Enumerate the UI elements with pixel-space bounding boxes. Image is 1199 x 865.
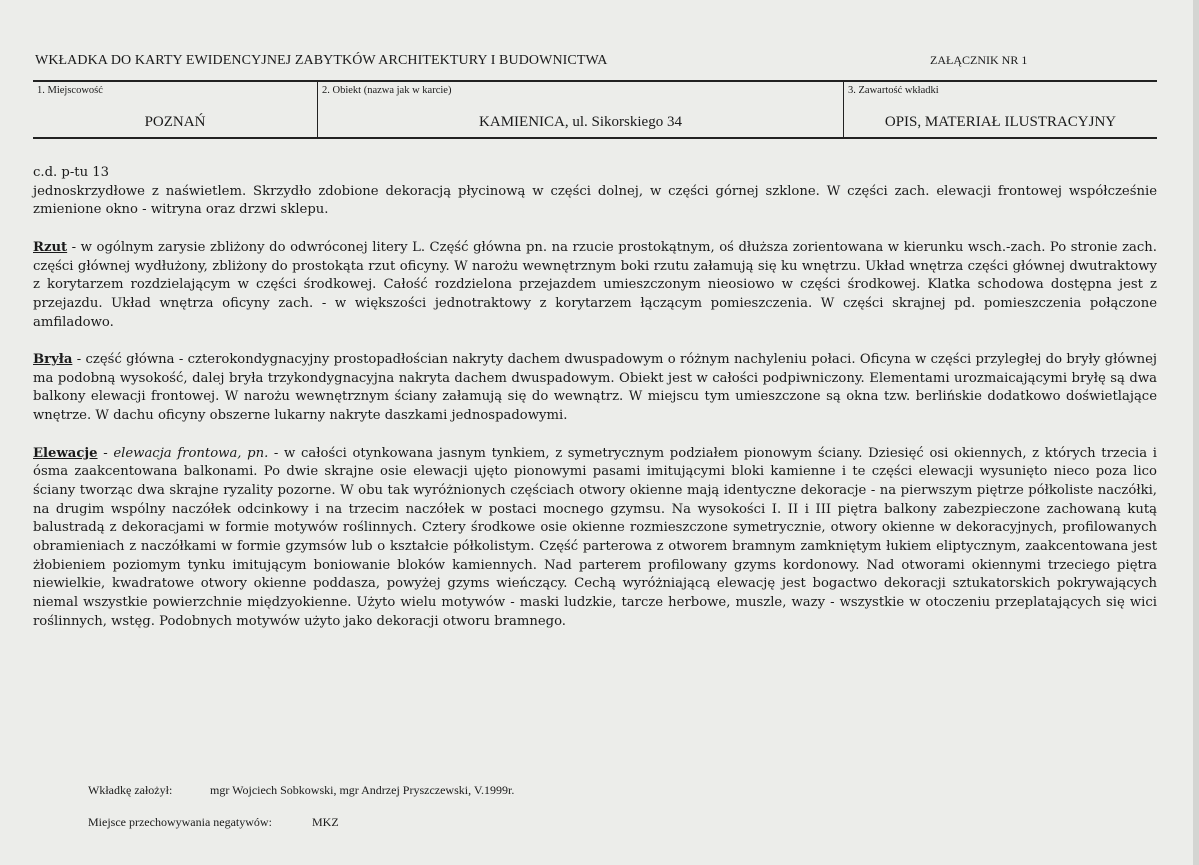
place-value: POZNAŃ	[144, 114, 206, 130]
bryla-text: - część główna - czterokondygnacyjny prostopadłościan nakryty dachem dwuspadowym o różnym nachyleniu połaci. Oficyna w części przyległej do bryły głównej ma podobną wysokość, dalej bryła trzykondygnacyjna nakryta dachem dwuspadowym. Obiekt jest w całości podpiwniczony. Elementami urozmaicającymi bryłę są dwa balkony elewacji frontowej. W narożu wewnętrznym ściany załamują się do wewnątrz. W miejscu tym umieszczone są okna tzw. berlińskie dodatkowo doświetlające wnętrze. W dachu oficyny obszerne lukarny nakryte daszkami jednospadowymi.	[33, 352, 1157, 424]
rzut-text: - w ogólnym zarysie zbliżony do odwróconej litery L. Część główna pn. na rzucie prostokątnym, oś dłuższa zorientowana w kierunku wsch.-zach. Po stronie zach. części głównej wydłużony, zbliżony do prostokąta rzut oficyny. W narożu wewnętrznym boki rzutu załamują się ku wnętrzu. Układ wnętrza części głównej dwutraktowy z korytarzem rozdzielającym w części środkowej. Całość rozdzielona przejazdem umieszczonym nieosiowo w części środkowej. Klatka schodowa dostępna jest z przejazdu. Układ wnętrza oficyny zach. - w większości jednotraktowy z korytarzem łączącym pomieszczenia. W części skrajnej pd. pomieszczenia połączone amfiladowo.	[33, 239, 1157, 330]
elewacje-text: - w całości otynkowana jasnym tynkiem, z symetrycznym podziałem pionowym ściany. Dziesięć osi okiennych, z których trzecia i ósma zaakcentowana balkonami. Po dwie skrajne osie elewacji ujęto pionowymi pasami imitującymi bloki kamienne i te części elewacji wysunięto nieco poza lico ściany tworząc dwa skrajne ryzality pozorne. W obu tak wyróżnionych częściach otwory okienne mają identyczne dekoracje - na pierwszym piętrze półkoliste naczółki, na drugim wspólny naczółek odcinkowy i na trzecim naczółek w postaci mocnego gzymsu. Na wysokości I. II i III piętra balkony zabezpieczone zachowaną kutą balustradą z dekoracjami w formie motywów roślinnych. Cztery środkowe osie okienne rozmieszczone symetrycznie, otwory okienne w dekoracyjnych, profilowanych obramieniach z naczółkami w formie gzymsów lub o kształcie półkolistym. Część parterowa z otworem bramnym zamkniętym łukiem eliptycznym, zaakcentowana jest żłobieniem poziomym tynku imitującym boniowanie bloków kamiennych. Nad parterem profilowany gzyms kordonowy. Nad otworami okiennymi trzeciego piętra niewielkie, kwadratowe otwory okienne poddasza, powyżej gzyms wieńczący. Cechą wyróżniającą elewację jest bogactwo dekoracji sztukatorskich pokrywających niemal wszystkie powierzchnie międzyokienne. Użyto wielu motywów - maski ludzkie, tarcze herbowe, muszle, wazy - wszystkie w otoczeniu przeplatających się wici roślinnych, wstęg. Podobnych motywów użyto jako dekoracji otworu bramnego.	[33, 445, 1157, 629]
storage-label: Miejsce przechowywania negatywów:	[88, 815, 272, 829]
annex-number: ZAŁĄCZNIK NR 1	[930, 53, 1028, 67]
intro-paragraph: jednoskrzydłowe z naświetlem. Skrzydło zdobione dekoracją płycinową w części dolnej, w części górnej szklone. W części zach. elewacji frontowej współcześnie zmienione okno - witryna oraz drzwi sklepu.	[33, 183, 1157, 218]
bryla-paragraph	[33, 351, 1157, 426]
author-label: Wkładkę założył:	[88, 783, 173, 797]
elewacje-dash: -	[97, 445, 114, 461]
document-title: WKŁADKA DO KARTY EWIDENCYJNEJ ZABYTKÓW ARCHITEKTURY I BUDOWNICTWA	[35, 53, 608, 68]
scan-edge	[1193, 0, 1199, 865]
description-body	[33, 164, 1157, 650]
content-label: 3. Zawartość wkładki	[848, 85, 939, 96]
rzut-paragraph	[33, 239, 1157, 333]
author-value: mgr Wojciech Sobkowski, mgr Andrzej Pryszczewski, V.1999r.	[210, 783, 515, 797]
table-bottom-border	[33, 137, 1157, 139]
object-label: 2. Obiekt (nazwa jak w karcie)	[322, 85, 452, 96]
rzut-heading: Rzut	[33, 239, 68, 255]
storage-value: MKZ	[312, 815, 339, 829]
continued-note: c.d. p-tu 13	[33, 165, 110, 180]
object-value: KAMIENICA, ul. Sikorskiego 34	[479, 114, 682, 130]
elewacje-paragraph	[33, 445, 1157, 632]
elewacje-heading: Elewacje	[33, 445, 98, 461]
place-label: 1. Miejscowość	[37, 85, 103, 96]
content-value: OPIS, MATERIAŁ ILUSTRACYJNY	[884, 114, 1117, 130]
bryla-heading: Bryła	[33, 352, 73, 367]
table-top-border	[33, 80, 1157, 82]
elewacje-subheading: elewacja frontowa, pn.	[113, 445, 269, 461]
